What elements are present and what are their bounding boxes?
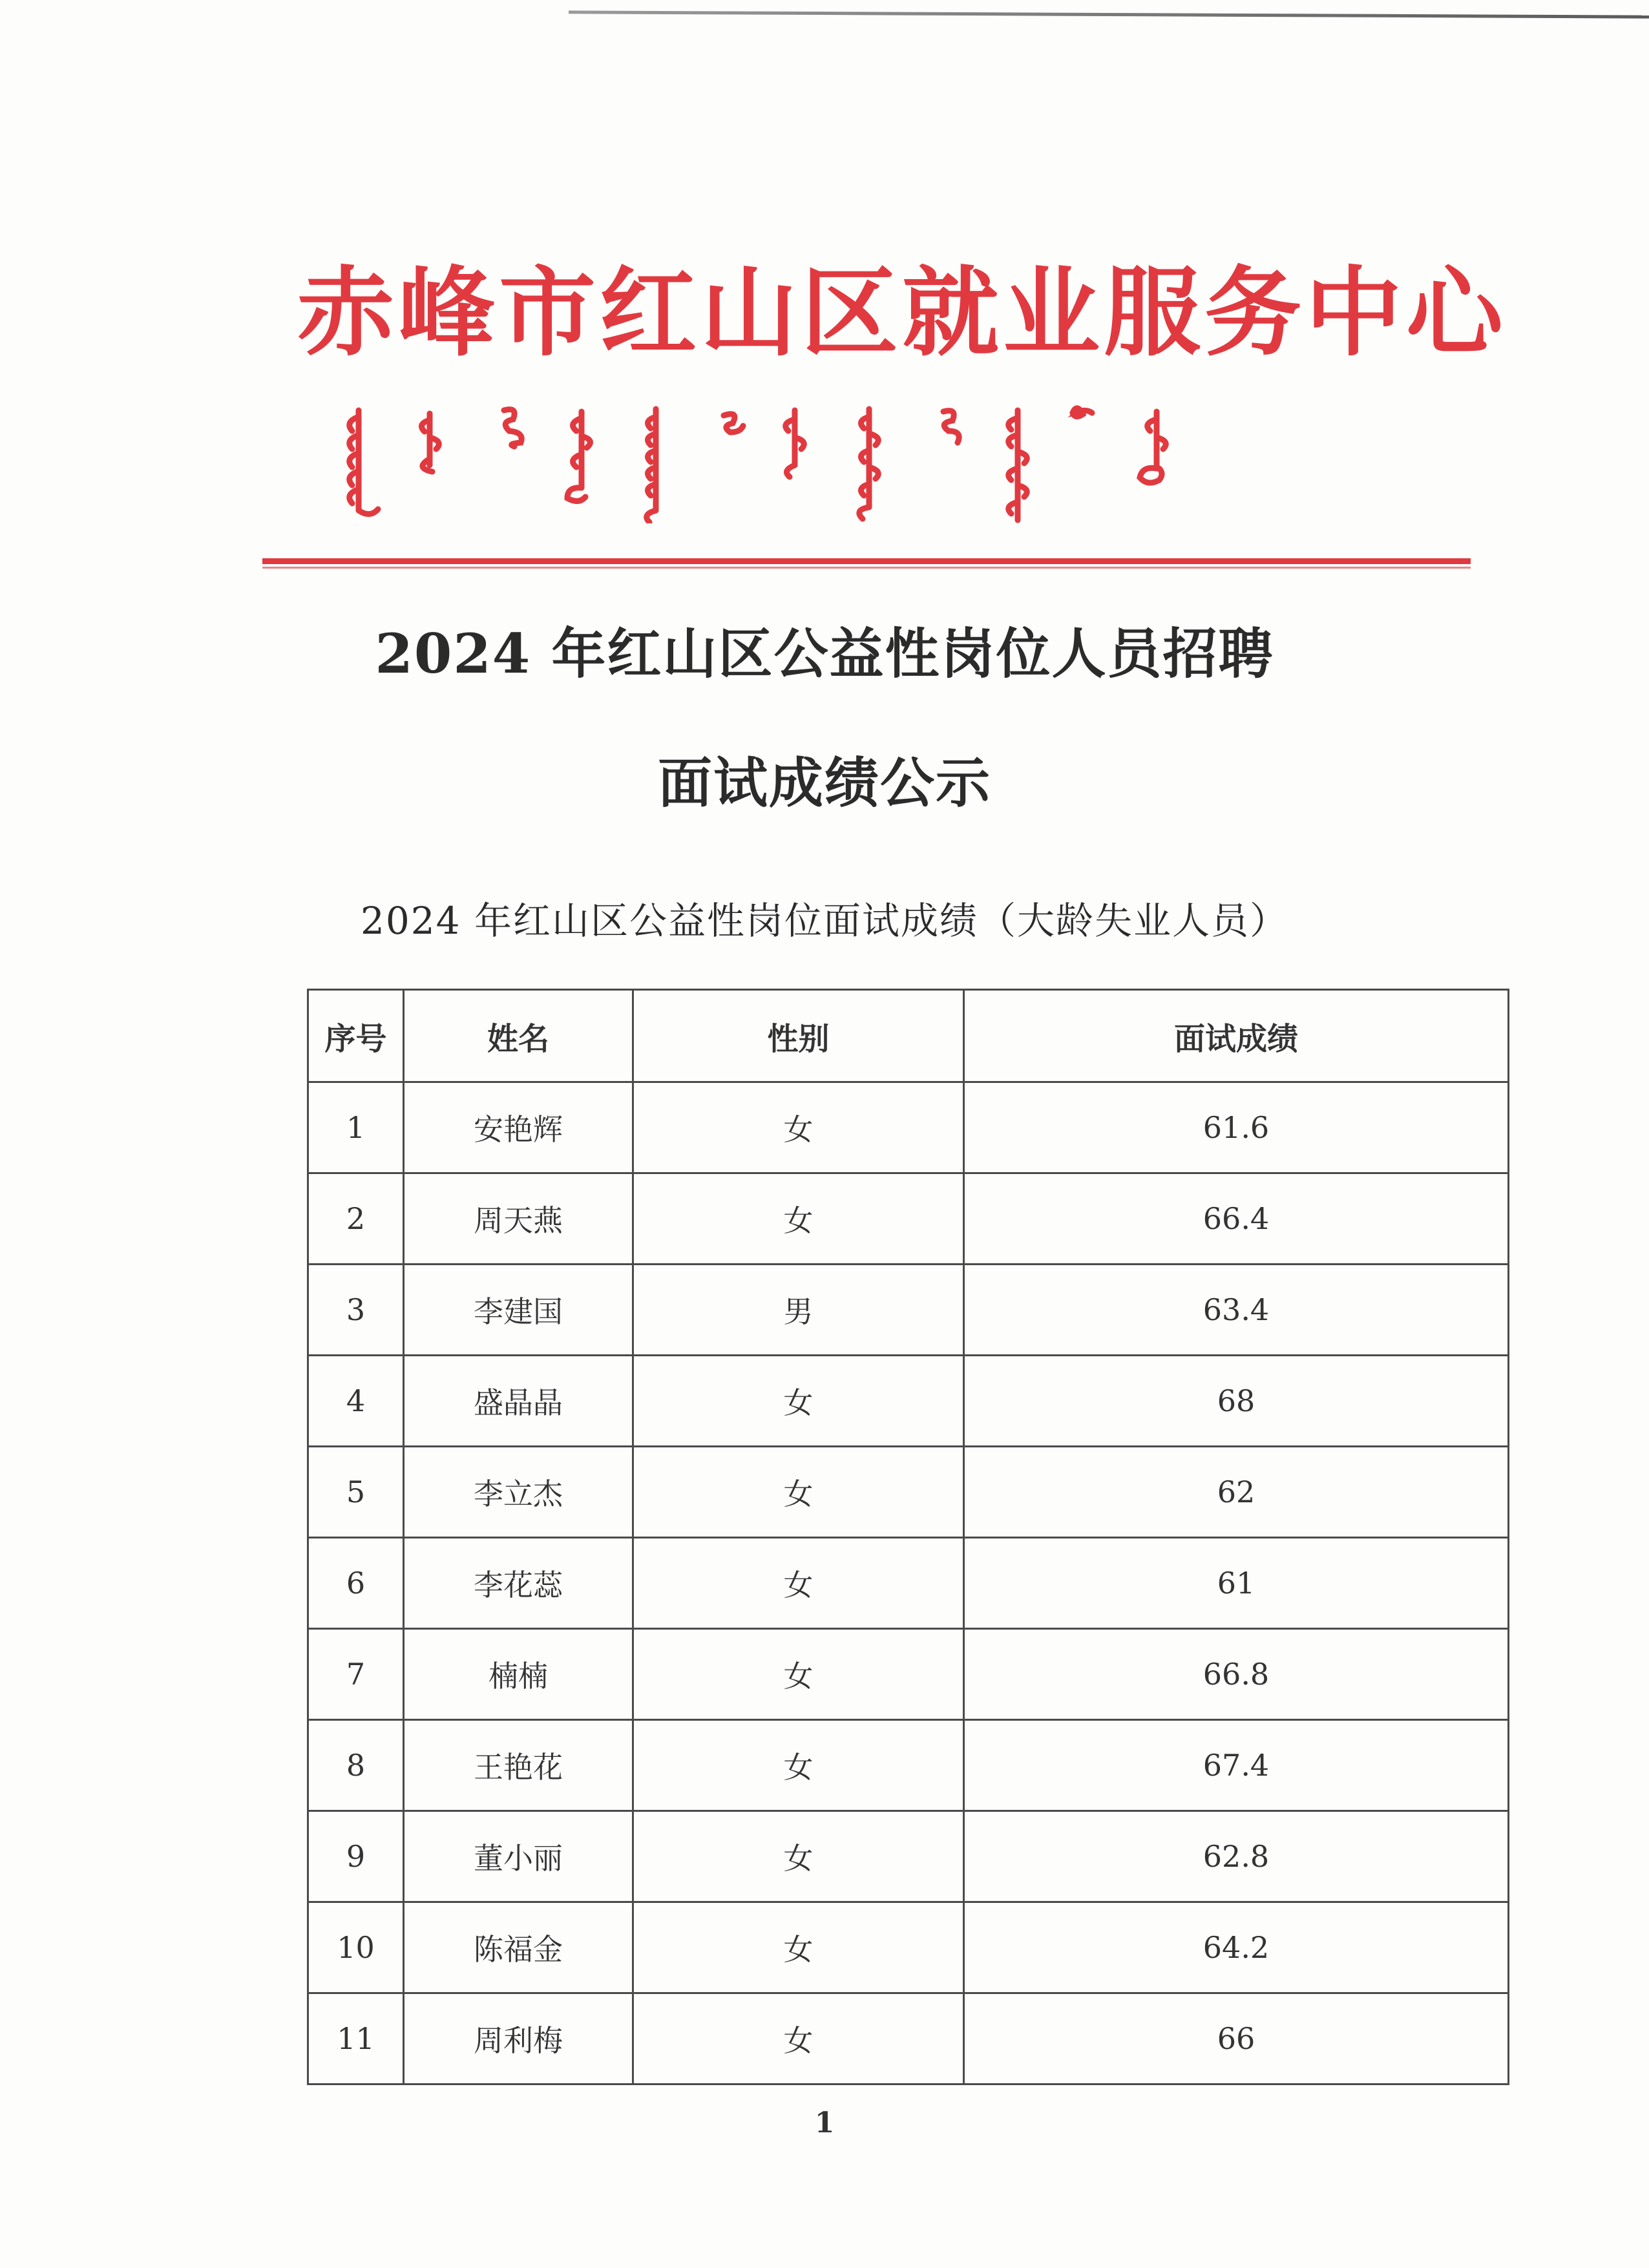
- cell-index: 1: [308, 1082, 404, 1173]
- cell-name: 董小丽: [404, 1811, 633, 1902]
- table-row: [308, 1902, 1509, 1993]
- table-row: [308, 1720, 1509, 1811]
- letterhead: [258, 226, 1507, 588]
- cell-index: 8: [308, 1720, 404, 1811]
- cell-index: 9: [308, 1811, 404, 1902]
- interview-score-table: [307, 989, 1509, 2085]
- cell-score: 66.8: [964, 1629, 1509, 1720]
- table-row: [308, 1447, 1509, 1538]
- header-name: 姓名: [404, 990, 633, 1082]
- cell-index: 2: [308, 1173, 404, 1265]
- cell-name: 李立杰: [404, 1447, 633, 1538]
- mongolian-script-logo: [297, 397, 1447, 523]
- cell-gender: 女: [633, 1447, 964, 1538]
- header-gender: 性别: [633, 990, 964, 1082]
- cell-gender: 男: [633, 1265, 964, 1356]
- cell-score: 64.2: [964, 1902, 1509, 1993]
- cell-name: 周利梅: [404, 1993, 633, 2084]
- letterhead-rule: [262, 558, 1471, 564]
- table-row: [308, 1082, 1509, 1173]
- cell-index: 4: [308, 1356, 404, 1447]
- cell-name: 周天燕: [404, 1173, 633, 1265]
- table-row: [308, 1811, 1509, 1902]
- table-row: [308, 1993, 1509, 2084]
- document-title-line-1: 2024 年红山区公益性岗位人员招聘: [375, 622, 1274, 686]
- cell-gender: 女: [633, 1538, 964, 1629]
- cell-name: 王艳花: [404, 1720, 633, 1811]
- table-caption: 2024 年红山区公益性岗位面试成绩（大龄失业人员）: [360, 899, 1289, 943]
- table-row: [308, 1356, 1509, 1447]
- scan-edge-line: [569, 10, 1649, 18]
- cell-index: 6: [308, 1538, 404, 1629]
- cell-gender: 女: [633, 1629, 964, 1720]
- cell-score: 62: [964, 1447, 1509, 1538]
- cell-name: 李建国: [404, 1265, 633, 1356]
- cell-score: 66.4: [964, 1173, 1509, 1265]
- cell-score: 66: [964, 1993, 1509, 2084]
- cell-score: 68: [964, 1356, 1509, 1447]
- table-row: [308, 1265, 1509, 1356]
- cell-score: 61.6: [964, 1082, 1509, 1173]
- cell-name: 陈福金: [404, 1902, 633, 1993]
- organization-name: 赤峰市红山区就业服务中心: [297, 257, 1507, 370]
- cell-gender: 女: [633, 1993, 964, 2084]
- cell-gender: 女: [633, 1356, 964, 1447]
- cell-index: 5: [308, 1447, 404, 1538]
- cell-score: 63.4: [964, 1265, 1509, 1356]
- cell-index: 3: [308, 1265, 404, 1356]
- cell-gender: 女: [633, 1902, 964, 1993]
- header-score: 面试成绩: [964, 990, 1509, 1082]
- cell-name: 盛晶晶: [404, 1356, 633, 1447]
- cell-gender: 女: [633, 1720, 964, 1811]
- header-index: 序号: [308, 990, 404, 1082]
- letterhead-rule-thin: [262, 567, 1471, 569]
- cell-index: 11: [308, 1993, 404, 2084]
- cell-name: 安艳辉: [404, 1082, 633, 1173]
- cell-gender: 女: [633, 1082, 964, 1173]
- cell-index: 10: [308, 1902, 404, 1993]
- cell-name: 楠楠: [404, 1629, 633, 1720]
- table-header-row: [308, 990, 1509, 1082]
- cell-score: 62.8: [964, 1811, 1509, 1902]
- cell-name: 李花蕊: [404, 1538, 633, 1629]
- page-number: 1: [814, 2106, 835, 2139]
- cell-gender: 女: [633, 1173, 964, 1265]
- cell-index: 7: [308, 1629, 404, 1720]
- cell-score: 61: [964, 1538, 1509, 1629]
- document-title-line-2: 面试成绩公示: [657, 751, 991, 815]
- cell-gender: 女: [633, 1811, 964, 1902]
- table-row: [308, 1629, 1509, 1720]
- table-row: [308, 1173, 1509, 1265]
- cell-score: 67.4: [964, 1720, 1509, 1811]
- table-row: [308, 1538, 1509, 1629]
